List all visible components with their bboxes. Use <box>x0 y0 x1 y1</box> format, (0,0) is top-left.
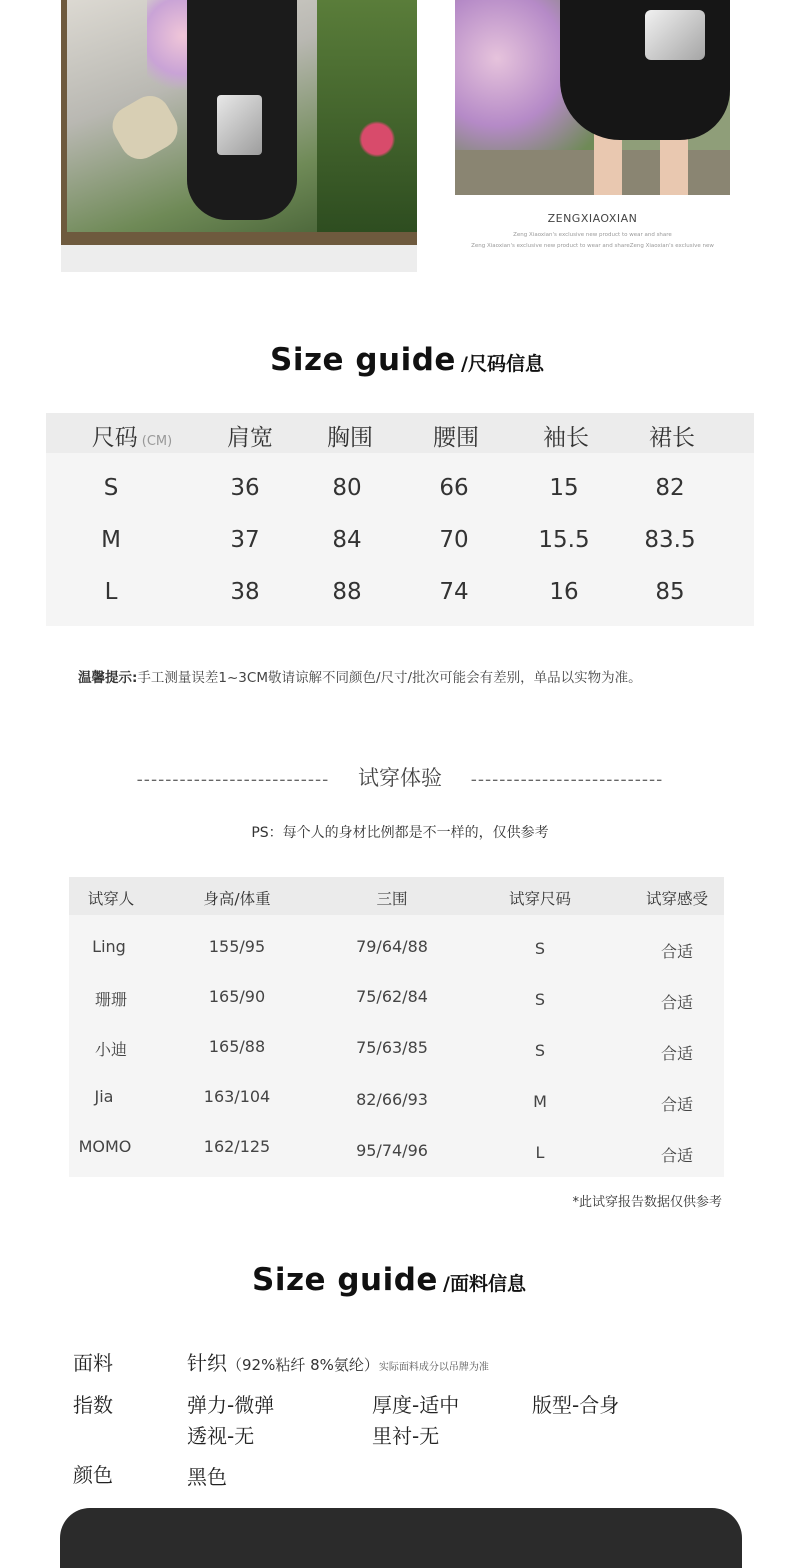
tryon-ps: PS：每个人的身材比例都是不一样的，仅供参考 <box>251 825 549 841</box>
brand-tagline: Zeng Xiaoxian's exclusive new product to wear and shareZeng Xiaoxian's exclusive new <box>471 243 714 249</box>
header-cell: 三围 <box>376 890 408 908</box>
table-cell: S <box>534 1041 546 1060</box>
size-table-header <box>46 413 754 453</box>
table-cell: MOMO <box>78 1137 132 1156</box>
table-cell: Ling <box>92 937 126 956</box>
index-item: 版型-合身 <box>532 1393 620 1417</box>
index-item: 厚度-适中 <box>372 1393 460 1417</box>
header-cell: 袖长 <box>543 425 589 451</box>
tryon-heading <box>0 762 800 792</box>
floor <box>61 245 417 272</box>
header-cell <box>92 419 172 452</box>
table-cell: S <box>103 475 119 501</box>
table-cell: 75/62/84 <box>356 987 428 1006</box>
table-cell: 合适 <box>660 993 694 1012</box>
table-cell: 74 <box>439 579 469 605</box>
index-item: 透视-无 <box>187 1424 255 1448</box>
brand-tagline: Zeng Xiaoxian's exclusive new product to wear and share <box>513 232 672 238</box>
table-cell: 38 <box>230 579 260 605</box>
header-cell: 试穿感受 <box>645 890 709 908</box>
table-cell: 36 <box>230 475 260 501</box>
product-photo-right <box>455 0 730 195</box>
table-cell: 合适 <box>660 942 694 961</box>
table-cell: 165/90 <box>208 987 266 1006</box>
silver-bag <box>645 10 705 60</box>
table-cell: S <box>534 939 546 958</box>
table-cell: S <box>534 990 546 1009</box>
size-guide-title: Size guide <box>270 342 456 378</box>
table-cell: 162/125 <box>203 1137 271 1156</box>
index-item: 里衬-无 <box>372 1424 440 1448</box>
mirror-glass <box>67 0 411 232</box>
header-cell: 肩宽 <box>227 425 273 451</box>
table-cell: 珊珊 <box>94 990 128 1009</box>
header-size: 尺码 <box>91 425 138 451</box>
table-cell: M <box>101 527 121 553</box>
fabric-composition: （92%粘纤 8%氨纶） <box>227 1356 379 1374</box>
table-cell: 83.5 <box>644 527 696 553</box>
table-cell: 84 <box>332 527 362 553</box>
fabric-label: 面料 <box>73 1351 113 1375</box>
tryon-table-header <box>69 877 724 915</box>
table-cell: 79/64/88 <box>356 937 428 956</box>
table-cell: 82 <box>655 475 685 501</box>
table-cell: 合适 <box>660 1044 694 1063</box>
fabric-value <box>187 1347 489 1376</box>
table-cell: 70 <box>439 527 469 553</box>
table-cell: 95/74/96 <box>356 1141 428 1160</box>
table-cell: 155/95 <box>208 937 266 956</box>
tryon-note: *此试穿报告数据仅供参考 <box>572 1195 722 1210</box>
unit-label: (CM) <box>141 434 173 449</box>
fabric-detail-photo <box>60 1508 742 1568</box>
table-cell: 合适 <box>660 1095 694 1114</box>
table-cell: 80 <box>332 475 362 501</box>
tip-label: 温馨提示: <box>78 670 138 686</box>
header-cell: 裙长 <box>649 425 695 451</box>
header-cell: 试穿人 <box>87 890 135 908</box>
table-cell: 合适 <box>660 1146 694 1165</box>
header-cell: 身高/体重 <box>203 890 271 908</box>
table-cell: L <box>104 579 118 605</box>
color-value: 黑色 <box>187 1465 227 1489</box>
table-cell: 小迪 <box>94 1040 128 1059</box>
table-cell: M <box>533 1092 547 1111</box>
fabric-main: 针织 <box>187 1351 227 1375</box>
table-cell: 66 <box>439 475 469 501</box>
tip-text: 手工测量误差1~3CM敬请谅解不同颜色/尺寸/批次可能会有差别，单品以实物为准。 <box>137 670 642 686</box>
fabric-guide-title: Size guide <box>252 1262 438 1298</box>
warm-tip <box>78 666 642 686</box>
table-cell: 16 <box>549 579 579 605</box>
product-photo-left <box>61 0 417 272</box>
silver-bag <box>217 95 262 155</box>
table-cell: 165/88 <box>208 1037 266 1056</box>
fabric-note: 实际面料成分以吊牌为准 <box>378 1362 489 1373</box>
table-cell: 37 <box>230 527 260 553</box>
size-table <box>46 413 754 626</box>
divider-right: --------------------------- <box>470 770 664 790</box>
table-cell: 85 <box>655 579 685 605</box>
plants <box>317 0 417 232</box>
sneaker <box>105 89 184 167</box>
table-cell: 15.5 <box>538 527 590 553</box>
brand-name: ZENGXIAOXIAN <box>547 212 638 225</box>
header-cell: 胸围 <box>327 425 373 451</box>
color-label: 颜色 <box>73 1463 113 1487</box>
table-cell: 75/63/85 <box>356 1038 428 1057</box>
tryon-table <box>69 877 724 1177</box>
table-cell: Jia <box>94 1087 114 1106</box>
index-item: 弹力-微弹 <box>187 1393 275 1417</box>
table-cell: 88 <box>332 579 362 605</box>
size-guide-subtitle: /尺码信息 <box>461 353 544 375</box>
header-cell: 腰围 <box>433 425 479 451</box>
table-cell: 15 <box>549 475 579 501</box>
table-cell: 82/66/93 <box>356 1090 428 1109</box>
size-guide-heading <box>270 342 544 378</box>
index-label: 指数 <box>73 1393 113 1417</box>
header-cell: 试穿尺码 <box>508 890 572 908</box>
table-cell: 163/104 <box>203 1087 271 1106</box>
tryon-title: 试穿体验 <box>358 766 442 790</box>
divider-left: --------------------------- <box>136 770 330 790</box>
table-cell: L <box>535 1143 545 1162</box>
fabric-guide-heading <box>252 1262 526 1298</box>
fabric-guide-subtitle: /面料信息 <box>443 1273 526 1295</box>
